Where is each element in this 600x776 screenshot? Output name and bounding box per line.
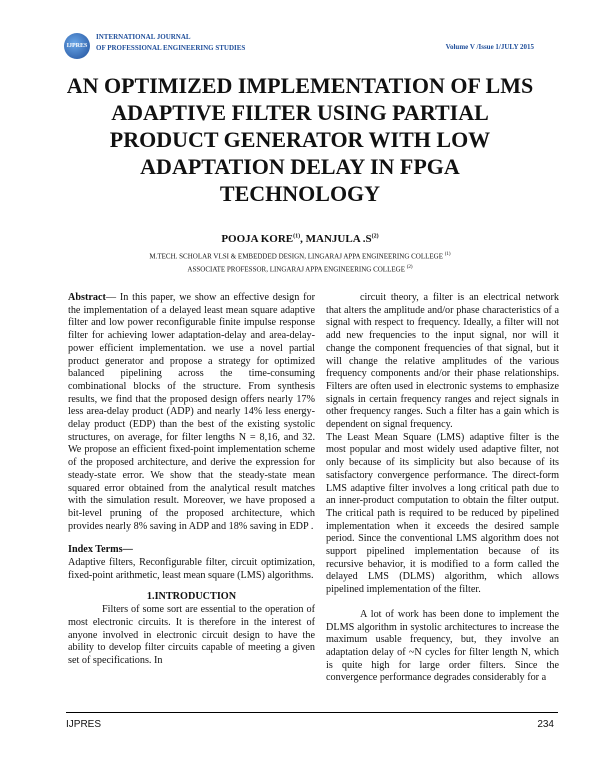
author-1: POOJA KORE — [221, 233, 294, 245]
right-paragraph-3: A lot of work has been done to implement the DLMS algorithm in systolic architectures to increase the maximum usable frequency, but, they involve an adaptation delay of ~N cycles for filter length N, which is quite high for large order filters. Since the convergence performance degrades considerably for a — [326, 608, 559, 684]
right-column — [326, 292, 559, 685]
abstract-label: Abstract — [68, 292, 106, 303]
volume-issue: Volume V /Issue 1/JULY 2015 — [445, 43, 534, 51]
journal-name — [96, 32, 245, 54]
intro-paragraph-1: Filters of some sort are essential to the operation of most electronic circuits. It is therefore in the interest of anyone involved in electronic circuit design to have the ability to develop filter circuits capable of meeting a given set of specifications. In — [68, 604, 315, 666]
intro-heading: 1.INTRODUCTION — [146, 591, 237, 603]
index-terms-heading: Index Terms— — [68, 544, 133, 556]
footer-journal: IJPRES — [66, 719, 102, 730]
author-2-sup: (2) — [371, 233, 379, 240]
left-column — [68, 292, 315, 668]
author-1-sup: (1) — [293, 233, 301, 240]
journal-name-line2: OF PROFESSIONAL ENGINEERING STUDIES — [96, 44, 246, 52]
affiliation-2: ASSOCIATE PROFESSOR, LINGARAJ APPA ENGINEERING COLLEGE $^{(2)}$ — [187, 265, 413, 274]
right-paragraph-2: The Least Mean Square (LMS) adaptive filter is the most popular and most widely used adaptive filter, not only because of its simplicity but also because of its satisfactory convergence performance. The direct-form LMS adaptive filter involves a long critical path due to an inner-product computation to obtain the filter output. The critical path is required to be reduced by pipelined implementation when it exceeds the desired sample period. Since the conventional LMS algorithm does not support pipelined implementation because of its recursive behavior, it is modified to a form called the delayed LMS (DLMS) algorithm, which allows pipelined implementation of the filter. — [326, 431, 559, 596]
journal-name-line1: INTERNATIONAL JOURNAL — [96, 33, 191, 41]
author-2: , MANJULA .S — [300, 233, 372, 245]
paper-title: AN OPTIMIZED IMPLEMENTATION OF LMS ADAPTIVE FILTER USING PARTIAL PRODUCT GENERATOR WITH LOW ADAPTATION DELAY IN FPGA TECHNOLOGY — [66, 73, 534, 206]
author-line — [0, 233, 600, 245]
index-terms-text: Adaptive filters, Reconfigurable filter, circuit optimization, fixed-point arithmetic, least mean square (LMS) algorithms. — [68, 557, 315, 581]
journal-logo: IJPRES — [64, 33, 90, 59]
abstract — [68, 292, 315, 533]
footer-divider — [66, 712, 558, 713]
page-number: 234 — [537, 719, 554, 730]
abstract-text: — In this paper, we show an effective design for the implementation of a delayed least mean square adaptive filter and low power reconfigurable finite impulse response filter for achieving lower adaptation-delay and area-delay-power efficient implementation. we use a novel partial product generator and propose a strategy for optimized balanced pipelining across the time-consuming combinational blocks of the structure. From synthesis results, we find that the proposed design offers nearly 17% less area-delay product (ADP) and nearly 14% less energy-delay product (EDP) than the best of the existing systolic structures, on average, for filter lengths N = 8,16, and 32. We propose an efficient fixed-point implementation scheme of the proposed architecture, and derive the expression for steady-state error. We show that the steady-state mean squared error obtained from the analytical result matches with the simulation result. Moreover, we have proposed a bit-level pruning of the proposed architecture, which provides nearly 8% saving in ADP and 18% saving in EDP . — [68, 292, 315, 532]
right-paragraph-1: circuit theory, a filter is an electrical network that alters the amplitude and/or phase characteristics of a signal with respect to frequency. Ideally, a filter will not add new frequencies to the input signal, nor will it change the component frequencies of that signal, but it will change the relative amplitudes of the various frequency components and/or their phase relationships. Filters are often used in electronic systems to emphasize signals in certain frequency ranges and reject signals in other frequency ranges. Such a filter has a gain which is dependent on signal frequency. — [326, 292, 559, 431]
affiliation-1: M.TECH. SCHOLAR VLSI & EMBEDDED DESIGN, LINGARAJ APPA ENGINEERING COLLEGE $^{(1)}$ — [149, 252, 451, 261]
